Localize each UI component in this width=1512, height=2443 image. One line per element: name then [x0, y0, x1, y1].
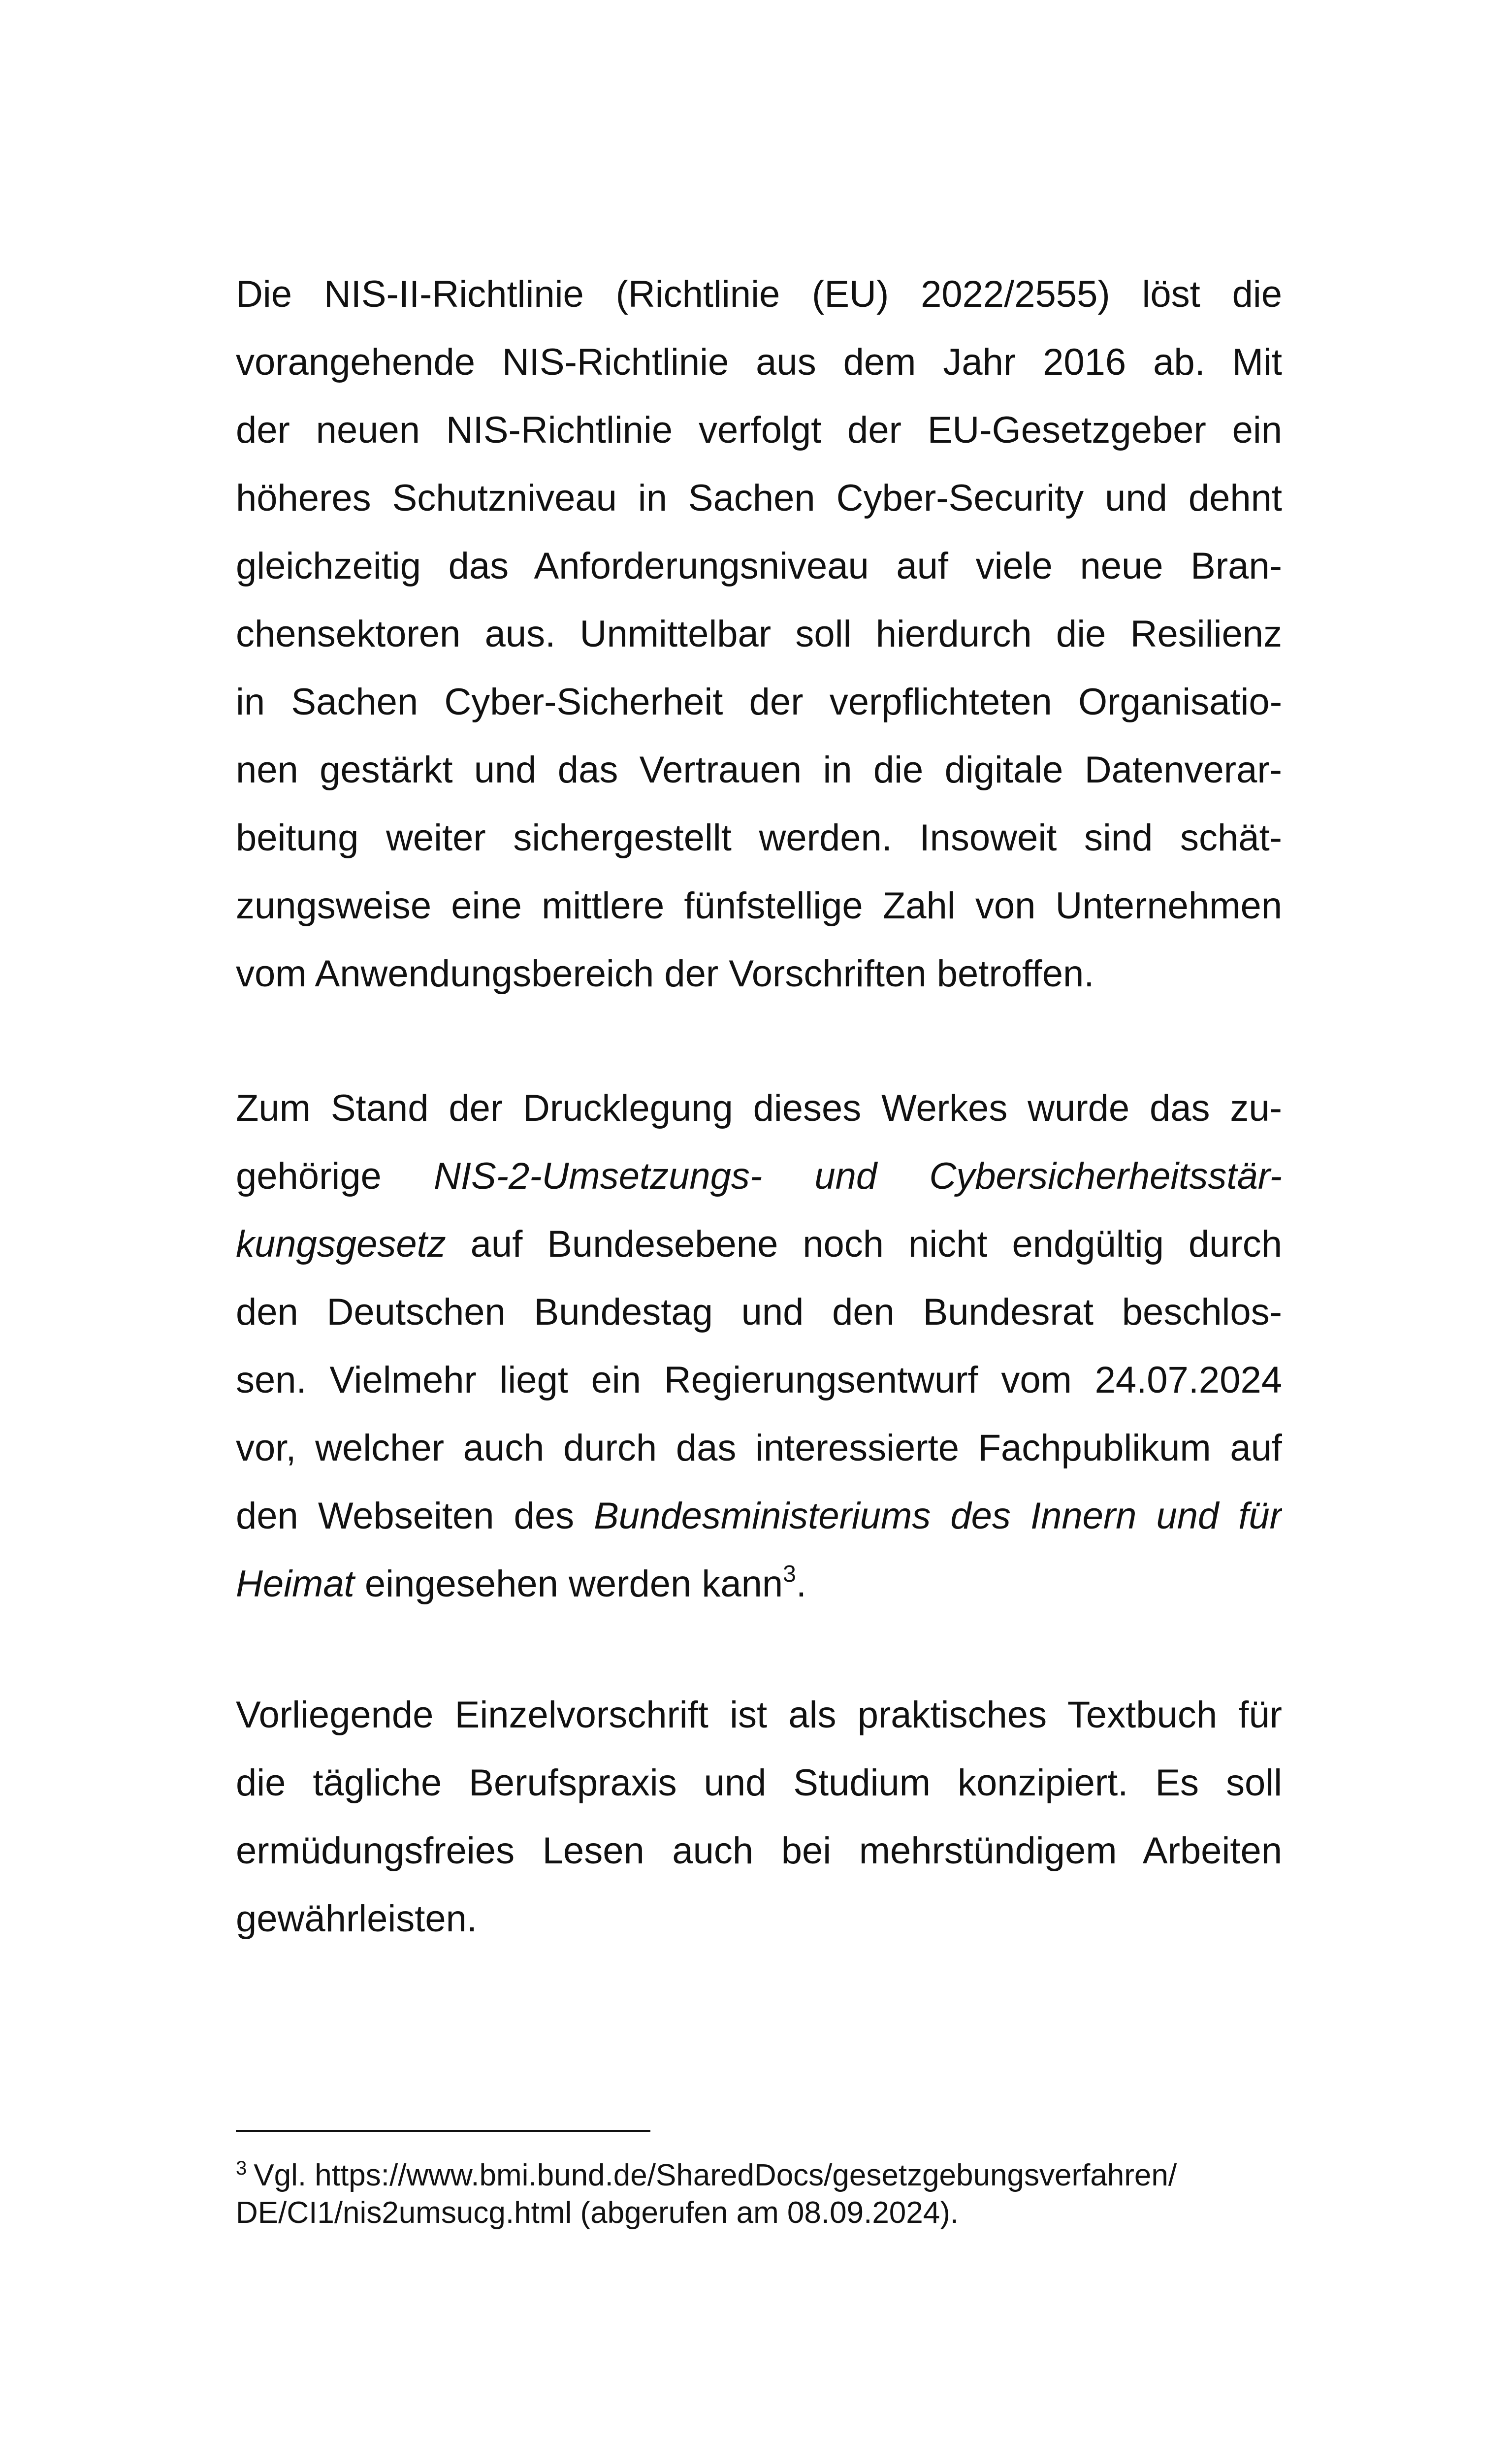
text-line: ermüdungsfreies Lesen auch bei mehrstündigem Arbeiten: [236, 1830, 1282, 1872]
text-line: vom Anwendungsbereich der Vorschriften betroffen.: [236, 953, 1094, 995]
text-line: vor, welcher auch durch das interessierte Fachpublikum auf: [236, 1427, 1282, 1469]
text-line: Vorliegende Einzelvorschrift ist als praktisches Textbuch für: [236, 1694, 1282, 1736]
text-segment: den Webseiten des: [236, 1495, 594, 1537]
text-line: Die NIS-II-Richtlinie (Richtlinie (EU) 2022/2555) löst die: [236, 273, 1282, 315]
text-segment: eingesehen werden kann: [354, 1563, 783, 1605]
law-title-italic: kungsgesetz: [236, 1223, 446, 1265]
text-line: die tägliche Berufspraxis und Studium konzipiert. Es soll: [236, 1762, 1282, 1804]
footnote-divider: [236, 2130, 650, 2132]
paragraph-nis2-intro: [236, 261, 1282, 1008]
footnote-text[interactable]: DE/CI1/nis2umsucg.html (abgerufen am 08.09.2024).: [236, 2196, 959, 2230]
footnote-line: [236, 2194, 1282, 2232]
footnote-line: [236, 2157, 1282, 2194]
text-line: gleichzeitig das Anforderungsniveau auf viele neue Bran-: [236, 545, 1282, 587]
text-line: gewährleisten.: [236, 1898, 478, 1940]
text-line: [236, 1142, 1282, 1210]
footnote-text[interactable]: Vgl. https://www.bmi.bund.de/SharedDocs/gesetzgebungsverfahren/: [254, 2158, 1177, 2192]
text-line: [236, 1550, 1282, 1618]
text-line: höheres Schutzniveau in Sachen Cyber-Security und dehnt: [236, 477, 1282, 519]
text-segment: auf Bundesebene noch nicht endgültig durch: [446, 1223, 1282, 1265]
paragraph-book-purpose: [236, 1681, 1282, 1953]
footnote: [236, 2157, 1282, 2232]
text-line: Zum Stand der Drucklegung dieses Werkes wurde das zu-: [236, 1087, 1282, 1129]
text-segment: .: [796, 1563, 806, 1605]
text-line: nen gestärkt und das Vertrauen in die digitale Datenverar-: [236, 749, 1282, 791]
text-line: sen. Vielmehr liegt ein Regierungsentwurf vom 24.07.2024: [236, 1359, 1282, 1401]
text-line: vorangehende NIS-Richtlinie aus dem Jahr 2016 ab. Mit: [236, 341, 1282, 383]
footnote-reference[interactable]: 3: [783, 1561, 796, 1587]
text-line: [236, 1482, 1282, 1550]
text-line: [236, 1210, 1282, 1278]
text-line: chensektoren aus. Unmittelbar soll hierdurch die Resilienz: [236, 613, 1282, 655]
law-title-italic: NIS-2-Umsetzungs- und Cybersicherheitsstär-: [433, 1155, 1282, 1197]
paragraph-legislation-status: [236, 1075, 1282, 1618]
text-segment: gehörige: [236, 1155, 434, 1197]
text-line: der neuen NIS-Richtlinie verfolgt der EU-Gesetzgeber ein: [236, 409, 1282, 451]
text-line: den Deutschen Bundestag und den Bundesrat beschlos-: [236, 1291, 1282, 1333]
ministry-name-italic: Heimat: [236, 1563, 354, 1605]
ministry-name-italic: Bundesministeriums des Innern und für: [594, 1495, 1282, 1537]
text-line: zungsweise eine mittlere fünfstellige Zahl von Unternehmen: [236, 885, 1282, 927]
text-line: in Sachen Cyber-Sicherheit der verpflichteten Organisatio-: [236, 681, 1282, 723]
text-line: beitung weiter sichergestellt werden. Insoweit sind schät-: [236, 817, 1282, 859]
footnote-number: 3: [236, 2157, 247, 2179]
